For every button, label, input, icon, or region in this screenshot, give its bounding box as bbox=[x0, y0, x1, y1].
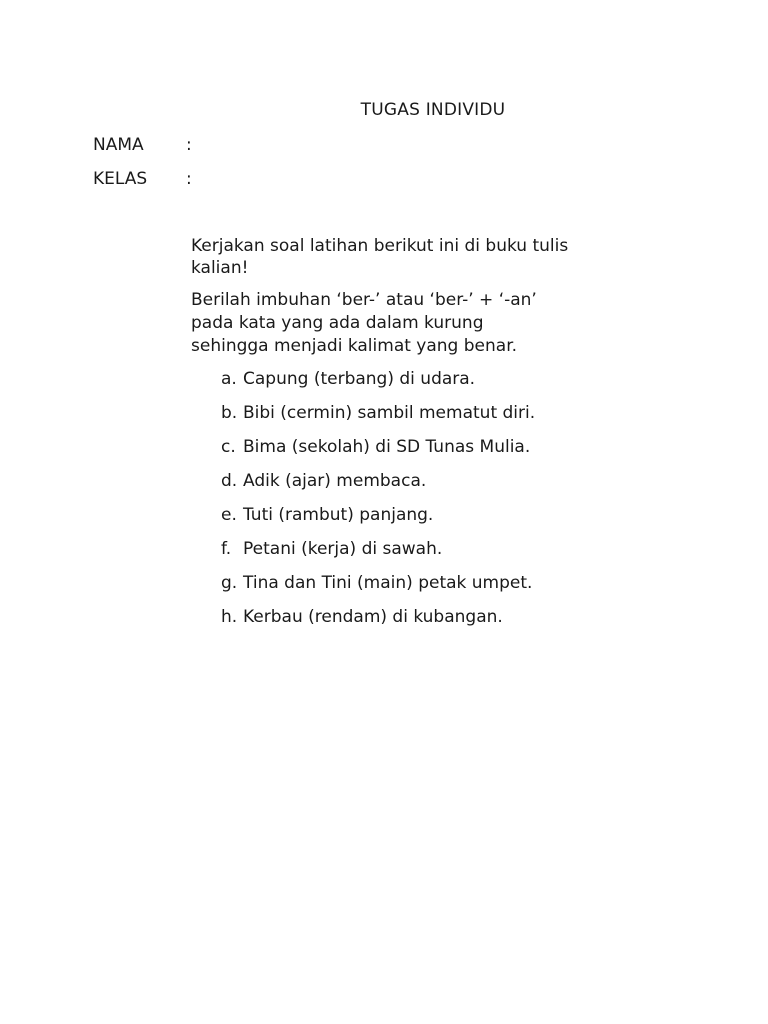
document-title: TUGAS INDIVIDU bbox=[360, 100, 506, 120]
list-item bbox=[221, 368, 535, 402]
list-marker: f. bbox=[221, 539, 232, 559]
list-item bbox=[221, 436, 535, 470]
list-item bbox=[221, 572, 535, 606]
list-item bbox=[221, 538, 535, 572]
name-separator: : bbox=[186, 135, 192, 155]
list-item bbox=[221, 606, 535, 640]
list-item-text: Kerbau (rendam) di kubangan. bbox=[243, 607, 503, 627]
list-item bbox=[221, 504, 535, 538]
list-marker: g. bbox=[221, 573, 238, 593]
list-item-text: Capung (terbang) di udara. bbox=[243, 369, 476, 389]
list-item-text: Petani (kerja) di sawah. bbox=[243, 539, 443, 559]
list-item-text: Adik (ajar) membaca. bbox=[243, 471, 427, 491]
list-item-text: Bibi (cermin) sambil mematut diri. bbox=[243, 403, 536, 423]
list-item bbox=[221, 470, 535, 504]
list-marker: a. bbox=[221, 369, 237, 389]
list-marker: b. bbox=[221, 403, 238, 423]
class-label: KELAS bbox=[93, 169, 148, 189]
list-marker: e. bbox=[221, 505, 237, 525]
instruction-paragraph-2: Berilah imbuhan ‘ber-’ atau ‘ber-’ + ‘-an’ pada kata yang ada dalam kurung sehingga menjadi kalimat yang benar. bbox=[191, 290, 537, 356]
class-field-row bbox=[93, 168, 192, 190]
list-marker: c. bbox=[221, 437, 236, 457]
list-item bbox=[221, 402, 535, 436]
list-item-text: Bima (sekolah) di SD Tunas Mulia. bbox=[243, 437, 531, 457]
exercise-list bbox=[221, 368, 535, 640]
name-label: NAMA bbox=[93, 135, 144, 155]
class-separator: : bbox=[186, 169, 192, 189]
instruction-paragraph-1: Kerjakan soal latihan berikut ini di buku tulis kalian! bbox=[191, 236, 569, 278]
list-item-text: Tuti (rambut) panjang. bbox=[243, 505, 434, 525]
name-field-row bbox=[93, 134, 192, 156]
list-marker: h. bbox=[221, 607, 238, 627]
list-marker: d. bbox=[221, 471, 238, 491]
list-item-text: Tina dan Tini (main) petak umpet. bbox=[243, 573, 533, 593]
